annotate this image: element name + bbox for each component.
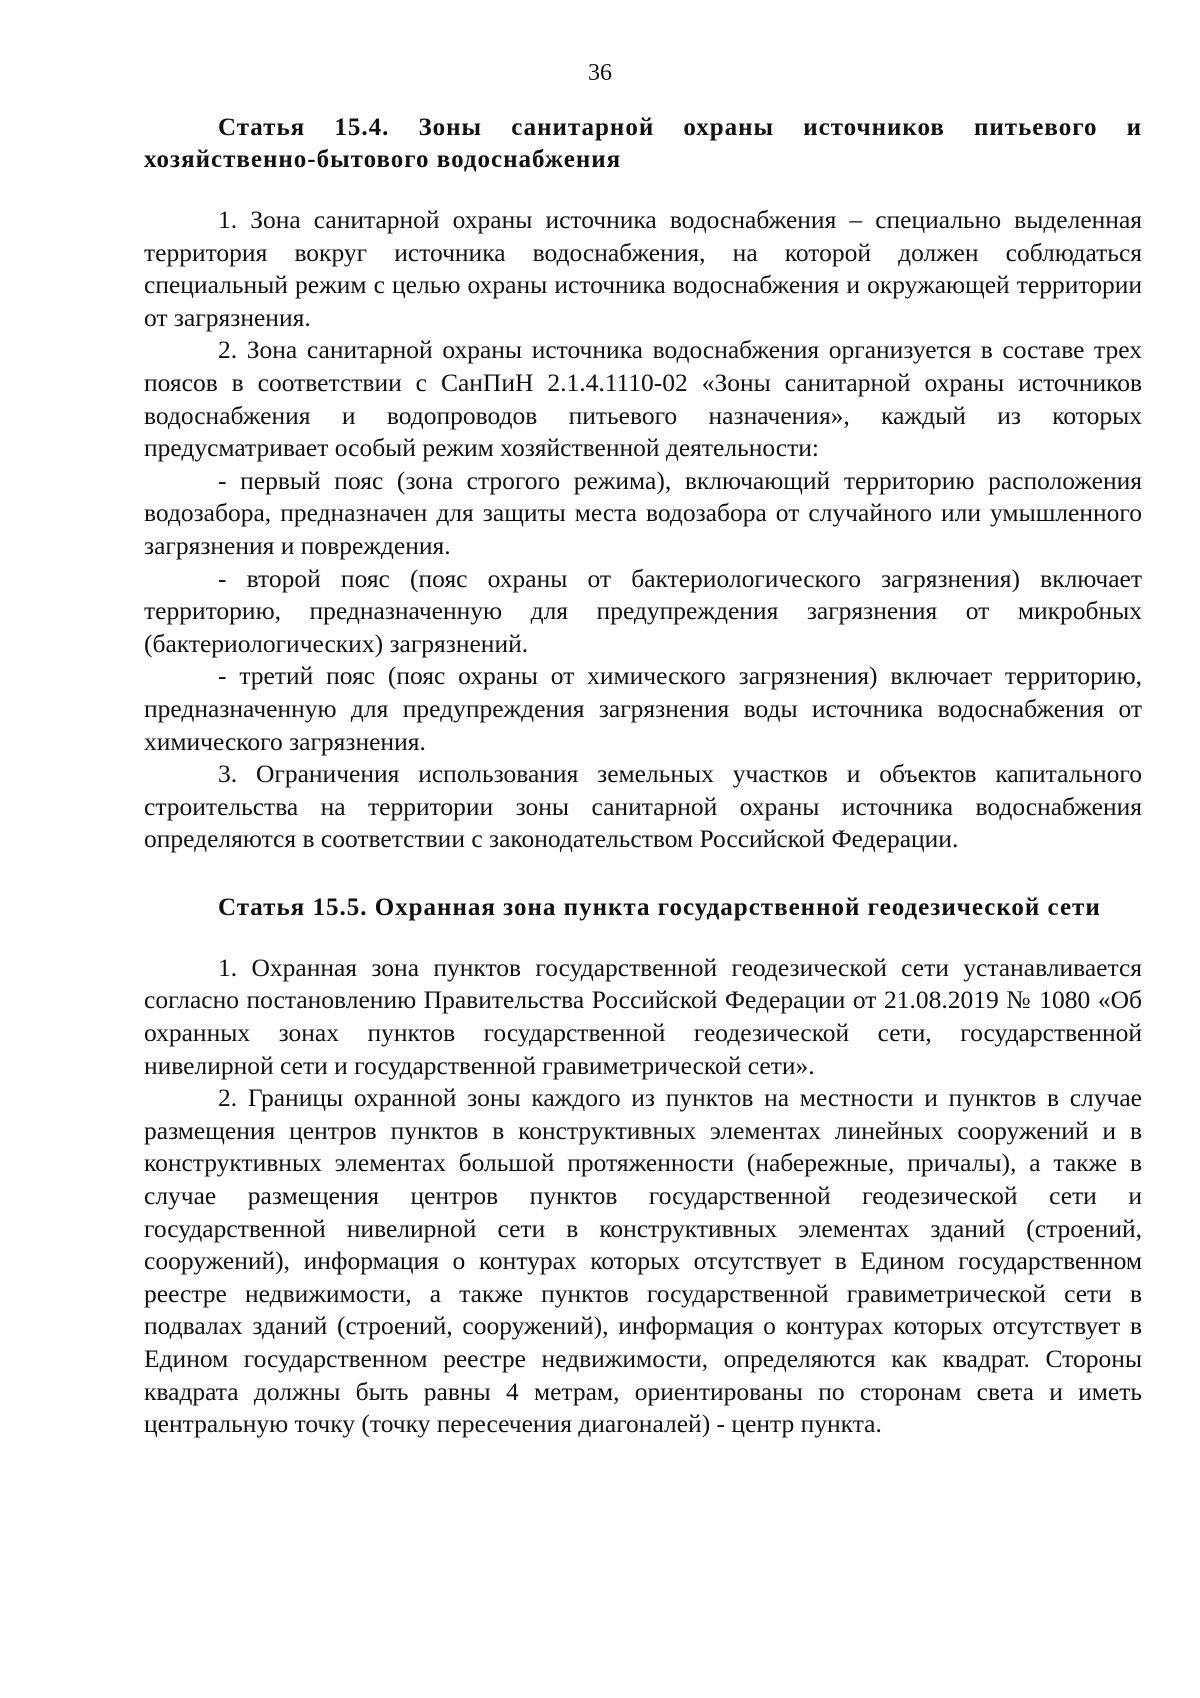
- paragraph: 1. Охранная зона пунктов государственной геодезической сети устанавливается согласно постановлению Правительства Российской Федерации от 21.08.2019 № 1080 «Об охранных зонах пунктов государственной геодезической сети, государственной нивелирной сети и государственной гравиметрической сети».: [144, 952, 1142, 1080]
- article-heading-15-4: Статья 15.4. Зоны санитарной охраны источников питьевого и хозяйственно-бытового водоснабжения: [144, 114, 1142, 173]
- list-item: - первый пояс (зона строгого режима), включающий территорию расположения водозабора, предназначен для защиты места водозабора от случайного или умышленного загрязнения и повреждения.: [144, 465, 1142, 560]
- article-heading-15-5: Статья 15.5. Охранная зона пункта государственной геодезической сети: [218, 893, 1101, 921]
- list-item: - второй пояс (пояс охраны от бактериологического загрязнения) включает территорию, предназначенную для предупреждения загрязнения от микробных (бактериологических) загрязнений.: [144, 563, 1142, 658]
- list-item: - третий пояс (пояс охраны от химического загрязнения) включает территорию, предназначенную для предупреждения загрязнения воды источника водоснабжения от химического загрязнения.: [144, 661, 1142, 756]
- paragraph: 2. Зона санитарной охраны источника водоснабжения организуется в составе трех поясов в соответствии с СанПиН 2.1.4.1110-02 «Зоны санитарной охраны источников водоснабжения и водопроводов питьевого назначения», каждый из которых предусматривает особый режим хозяйственной деятельности:: [144, 335, 1142, 463]
- section-spacer: [144, 856, 1142, 892]
- paragraph: 3. Ограничения использования земельных участков и объектов капитального строительства на территории зоны санитарной охраны источника водоснабжения определяются в соответствии с законодательством Российской Федерации.: [144, 759, 1142, 854]
- paragraph: 2. Границы охранной зоны каждого из пунктов на местности и пунктов в случае размещения центров пунктов в конструктивных элементах линейных сооружений и в конструктивных элементах большой протяженности (набережные, причалы), а также в случае размещения центров пунктов государственной геодезической сети и государственной нивелирной сети в конструктивных элементах зданий (строений, сооружений), информация о контурах которых отсутствует в Едином государственном реестре недвижимости, а также пунктов государственной гравиметрической сети в подвалах зданий (строений, сооружений), информация о контурах которых отсутствует в Едином государственном реестре недвижимости, определяются как квадрат. Стороны квадрата должны быть равны 4 метрам, ориентированы по сторонам света и иметь центральную точку (точку пересечения диагоналей) - центр пункта.: [144, 1083, 1142, 1439]
- document-body: [144, 112, 1142, 1441]
- page-number: 36: [588, 60, 612, 86]
- paragraph: 1. Зона санитарной охраны источника водоснабжения – специально выделенная территория вокруг источника водоснабжения, на которой должен соблюдаться специальный режим с целью охраны источника водоснабжения и окружающей территории от загрязнения.: [144, 205, 1142, 332]
